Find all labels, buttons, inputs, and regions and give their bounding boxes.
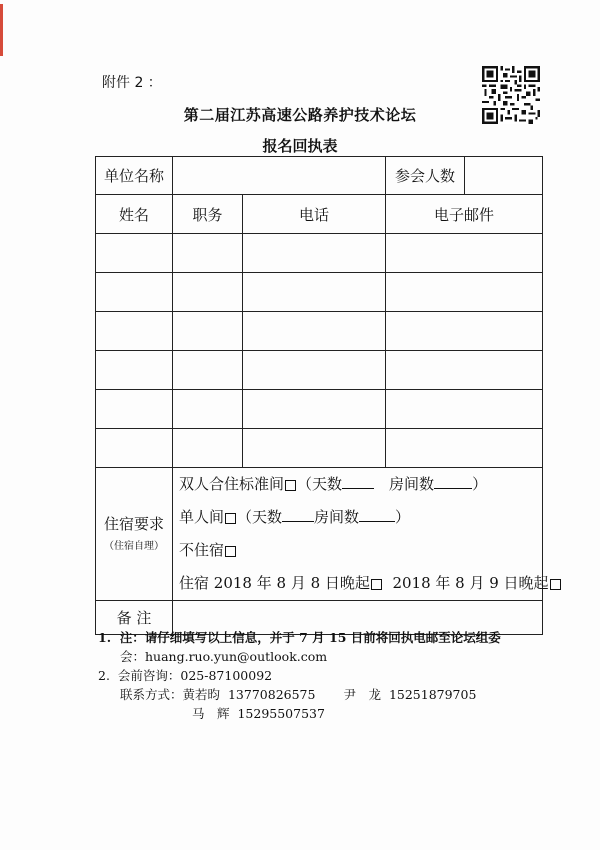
lodging-none-row: 不住宿: [179, 534, 542, 567]
table-row: [96, 351, 543, 390]
unit-name-label: 单位名称: [96, 157, 173, 195]
date2-checkbox[interactable]: [550, 579, 561, 590]
note-1-continued: 会：huang.ruo.yun@outlook.com: [120, 649, 328, 664]
lodging-options: [173, 468, 549, 601]
table-row: [96, 429, 543, 468]
notes-section: [98, 628, 548, 723]
double-room-checkbox[interactable]: [285, 480, 296, 491]
position-cell[interactable]: [173, 312, 243, 351]
col-header-position: 职务: [173, 195, 243, 234]
double-days-blank[interactable]: [342, 475, 374, 489]
position-cell[interactable]: [173, 234, 243, 273]
table-row: [96, 234, 543, 273]
lodging-note: （住宿自理）: [104, 541, 164, 553]
position-cell[interactable]: [173, 273, 243, 312]
name-cell[interactable]: [96, 312, 173, 351]
remarks-label: 备 注: [96, 601, 173, 635]
single-rooms-blank[interactable]: [359, 508, 395, 522]
contact-row-1: 联系方式：黄若昀 13770826575 尹 龙 15251879705: [120, 687, 477, 702]
position-cell[interactable]: [173, 429, 243, 468]
email-cell[interactable]: [386, 429, 543, 468]
lodging-label-cell: [96, 468, 173, 601]
col-header-name: 姓名: [96, 195, 173, 234]
email-cell[interactable]: [386, 390, 543, 429]
unit-name-field[interactable]: [173, 157, 386, 195]
phone-cell[interactable]: [243, 312, 386, 351]
contact-row-2: 马 辉 15295507537: [192, 706, 325, 721]
phone-cell[interactable]: [243, 234, 386, 273]
lodging-dates-row: 住宿 2018 年 8 月 8 日晚起 2018 年 8 月 9 日晚起: [179, 567, 542, 600]
email-cell[interactable]: [386, 312, 543, 351]
note-2: 2. 会前咨询：025-87100092: [98, 668, 273, 683]
col-header-phone: 电话: [243, 195, 386, 234]
single-room-checkbox[interactable]: [225, 513, 236, 524]
double-rooms-blank[interactable]: [434, 475, 472, 489]
email-cell[interactable]: [386, 273, 543, 312]
table-row: [96, 390, 543, 429]
page-edge-mark: [0, 4, 3, 56]
email-cell[interactable]: [386, 351, 543, 390]
phone-cell[interactable]: [243, 429, 386, 468]
position-cell[interactable]: [173, 390, 243, 429]
table-row: [96, 312, 543, 351]
name-cell[interactable]: [96, 351, 173, 390]
lodging-single-row: 单人间 （天数 房间数 ）: [179, 508, 411, 526]
position-cell[interactable]: [173, 351, 243, 390]
registration-form: [95, 156, 549, 635]
page-title: 第二届江苏高速公路养护技术论坛: [183, 106, 417, 124]
phone-cell[interactable]: [243, 351, 386, 390]
form-subtitle: 报名回执表: [262, 137, 338, 155]
attendees-label: 参会人数: [386, 157, 465, 195]
name-cell[interactable]: [96, 429, 173, 468]
table-row: [96, 273, 543, 312]
no-lodging-checkbox[interactable]: [225, 546, 236, 557]
note-1: 1. 注：请仔细填写以上信息，并于 7 月 15 日前将回执电邮至论坛组委: [98, 630, 501, 645]
col-header-email: 电子邮件: [386, 195, 543, 234]
email-cell[interactable]: [386, 234, 543, 273]
name-cell[interactable]: [96, 390, 173, 429]
name-cell[interactable]: [96, 234, 173, 273]
lodging-label: 住宿要求: [103, 514, 164, 533]
phone-cell[interactable]: [243, 273, 386, 312]
attendees-field[interactable]: [465, 157, 543, 195]
single-days-blank[interactable]: [282, 508, 314, 522]
phone-cell[interactable]: [243, 390, 386, 429]
lodging-double-row: 双人合住标准间 （天数 房间数 ）: [179, 475, 488, 493]
name-cell[interactable]: [96, 273, 173, 312]
attachment-label: 附件 2 ：: [102, 75, 162, 91]
date1-checkbox[interactable]: [371, 579, 382, 590]
